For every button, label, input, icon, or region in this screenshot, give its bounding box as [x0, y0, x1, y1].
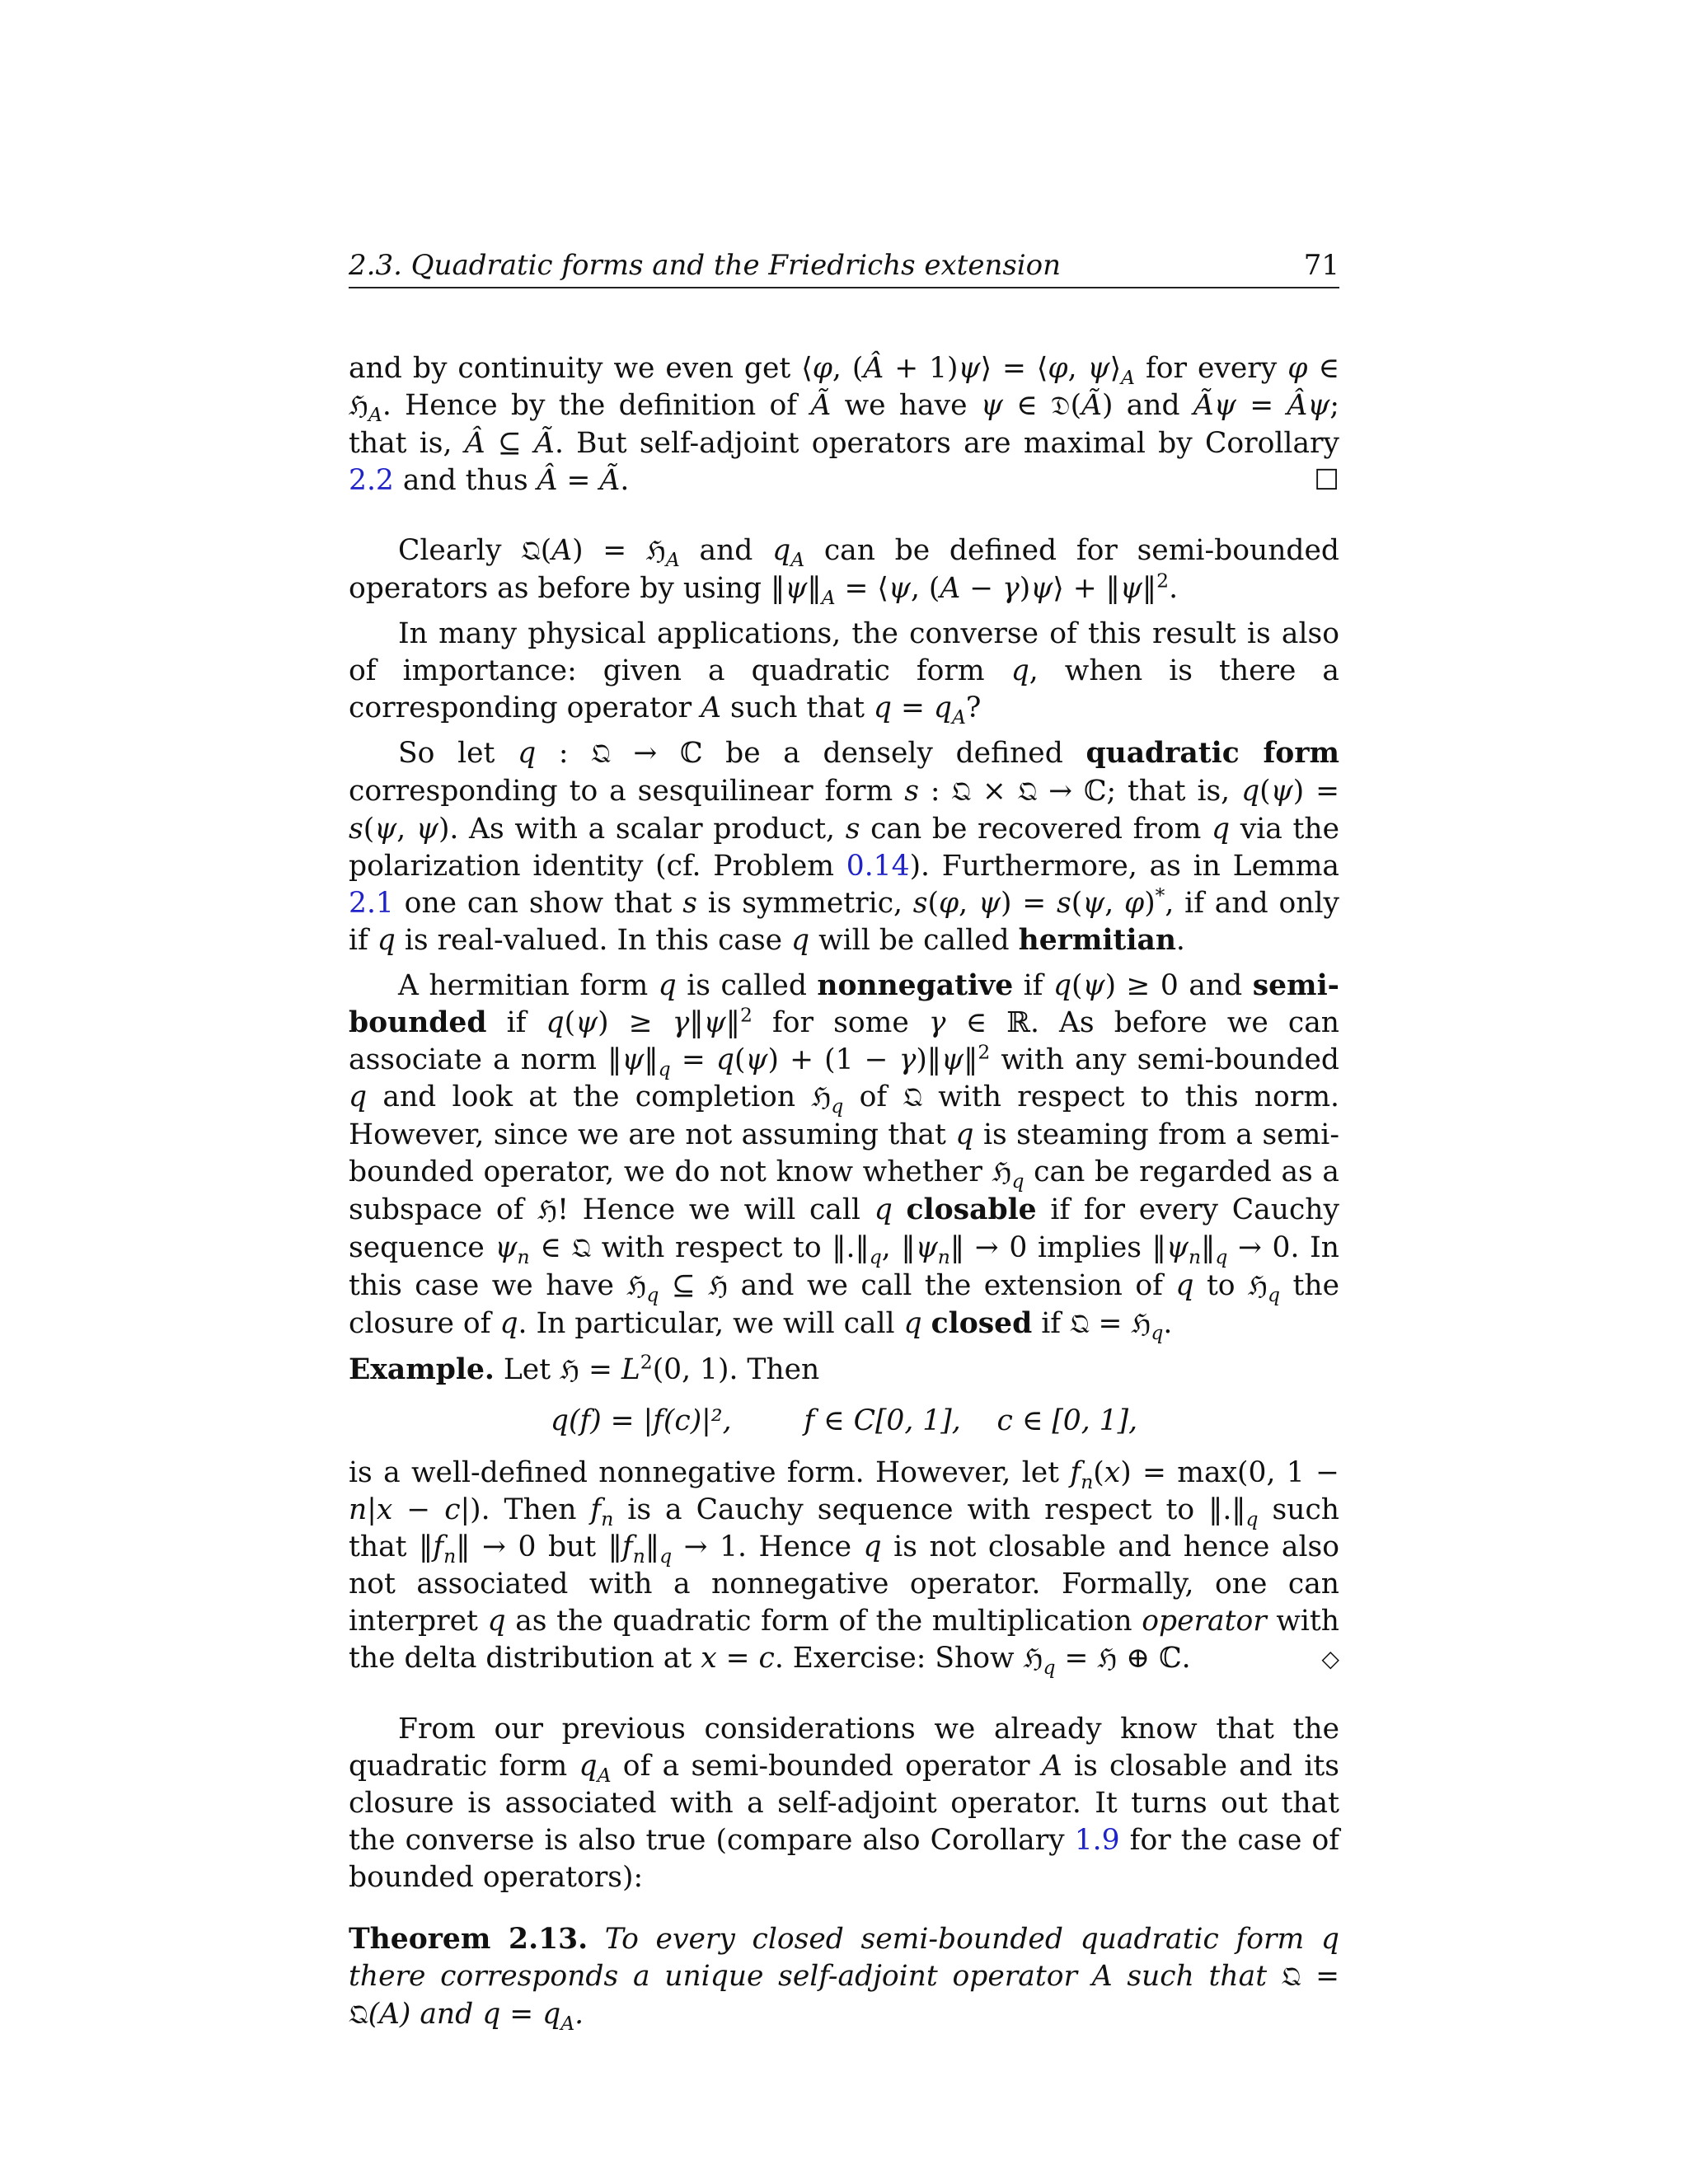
paragraph: From our previous considerations we already know that the quadratic form $q_A$ of a semi-bounded operator A is closable and its closure is associated with a self-adjoint operator. It turns out that the converse is also true (compare also Corollary 1.9 for the case of bounded operators):: [349, 1713, 1339, 1894]
emph-operator: operator: [1142, 1605, 1267, 1638]
term-semi-bounded: semi-bounded: [349, 969, 1339, 1039]
example-paragraph-cont: is a well-defined nonnegative form. However, let $f_n(x) = \max(0$, 1 − n|x − c|). Then $f_n$ is a Cauchy sequence with respect to $‖.‖_q$ such that $‖f_n‖ \to 0$ but $‖f_n‖_q \to 1$. Hence q is not closable and hence also not associated with a nonnegative operator. Formally, one can interpret q as the quadratic form of the multiplication operator with the delta distribution at x = c. Exercise: Show ℌ$_q$ = ℌ ⊕ ℂ. ◇: [349, 1456, 1340, 1679]
theorem-2-13: [349, 1921, 1339, 2034]
ref-corollary-2-2[interactable]: 2.2: [349, 464, 394, 497]
theorem-label: Theorem 2.13.: [349, 1923, 588, 1956]
page-body: [349, 350, 1339, 2034]
example-paragraph: Example. Let ℌ = $L^2(0$, 1). Then: [349, 1350, 820, 1386]
paragraph: A hermitian form q is called nonnegative if q(ψ) ≥ 0 and semi-bounded if q(ψ) ≥ γ‖ψ‖$^2$ for some γ ∈ ℝ. As before we can associate a norm $‖\psi‖_q = q(\psi) + (1$ − γ)‖ψ‖$^2$ with any semi-bounded q and look at the completion ℌ$_q$ of 𝔔 with respect to this norm. However, since we are not assuming that q is steaming from a semi-bounded operator, we do not know whether ℌ$_q$ can be regarded as a subspace of ℌ! Hence we will call q closable if for every Cauchy sequence $\psi_n$ ∈ 𝔔 with respect to $‖.‖_q$, $‖\psi_n‖ \to 0$ implies $‖\psi_n‖_q \to 0$. In this case we have ℌ$_q$ ⊆ ℌ and we call the extension of q to ℌ$_q$ the closure of q. In particular, we will call q closed if 𝔔 = ℌ$_q$.: [349, 969, 1340, 1344]
end-example-diamond: ◇: [1321, 1645, 1339, 1672]
term-hermitian: hermitian: [1018, 924, 1176, 957]
term-quadratic-form: quadratic form: [1085, 737, 1340, 770]
term-closable: closable: [906, 1193, 1037, 1226]
ref-problem-0-14[interactable]: 0.14: [846, 850, 910, 883]
proof-end-paragraph: and by continuity we even get ⟨φ, (Â + 1)ψ⟩ = ⟨φ, $\psi⟩_A$ for every φ ∈ ℌ$_A$. Hence by the definition of Ã we have ψ ∈ 𝔇(Ã) and Ãψ = Âψ; that is, Â ⊆ Ã. But self-adjoint operators are maximal by Corollary 2.2 and thus Â = Ã. ☐: [349, 350, 1339, 499]
term-nonnegative: nonnegative: [817, 969, 1014, 1002]
paragraph: Clearly 𝔔(A) = ℌ$_A$ and $q_A$ can be defined for semi-bounded operators as before by using $‖\psi‖_A$ = ⟨ψ, (A − γ)ψ⟩ + ‖ψ‖$^2$.: [349, 534, 1339, 609]
running-header: [349, 244, 1339, 288]
paragraph: In many physical applications, the converse of this result is also of importance: given a quadratic form q, when is there a corresponding operator A such that $q = q_A$?: [349, 617, 1340, 729]
display-formula: q(f) = |f(c)|², f ∈ C[0, 1], c ∈ [0, 1],: [550, 1404, 1138, 1437]
section-title: 2.3. Quadratic forms and the Friedrichs extension: [349, 249, 1062, 282]
term-closed: closed: [931, 1307, 1033, 1340]
example-label: Example.: [349, 1353, 495, 1386]
theorem-body: To every closed semi-bounded quadratic form q there corresponds a unique self-adjoint operator A such that 𝔔 = 𝔔(A) and $q = q_A$.: [349, 1923, 1340, 2035]
ref-lemma-2-1[interactable]: 2.1: [349, 887, 394, 920]
ref-corollary-1-9[interactable]: 1.9: [1074, 1824, 1120, 1857]
page-number: 71: [1303, 249, 1339, 282]
qed-box: ☐: [1314, 464, 1339, 497]
paragraph: So let q : 𝔔 → ℂ be a densely defined quadratic form corresponding to a sesquilinear form s : 𝔔 × 𝔔 → ℂ; that is, q(ψ) = s(ψ, ψ). As with a scalar product, s can be recovered from q via the polarization identity (cf. Problem 0.14). Furthermore, as in Lemma 2.1 one can show that s is symmetric, s(φ, ψ) = s(ψ, φ)*, if and only if q is real-valued. In this case q will be called hermitian.: [349, 737, 1340, 957]
